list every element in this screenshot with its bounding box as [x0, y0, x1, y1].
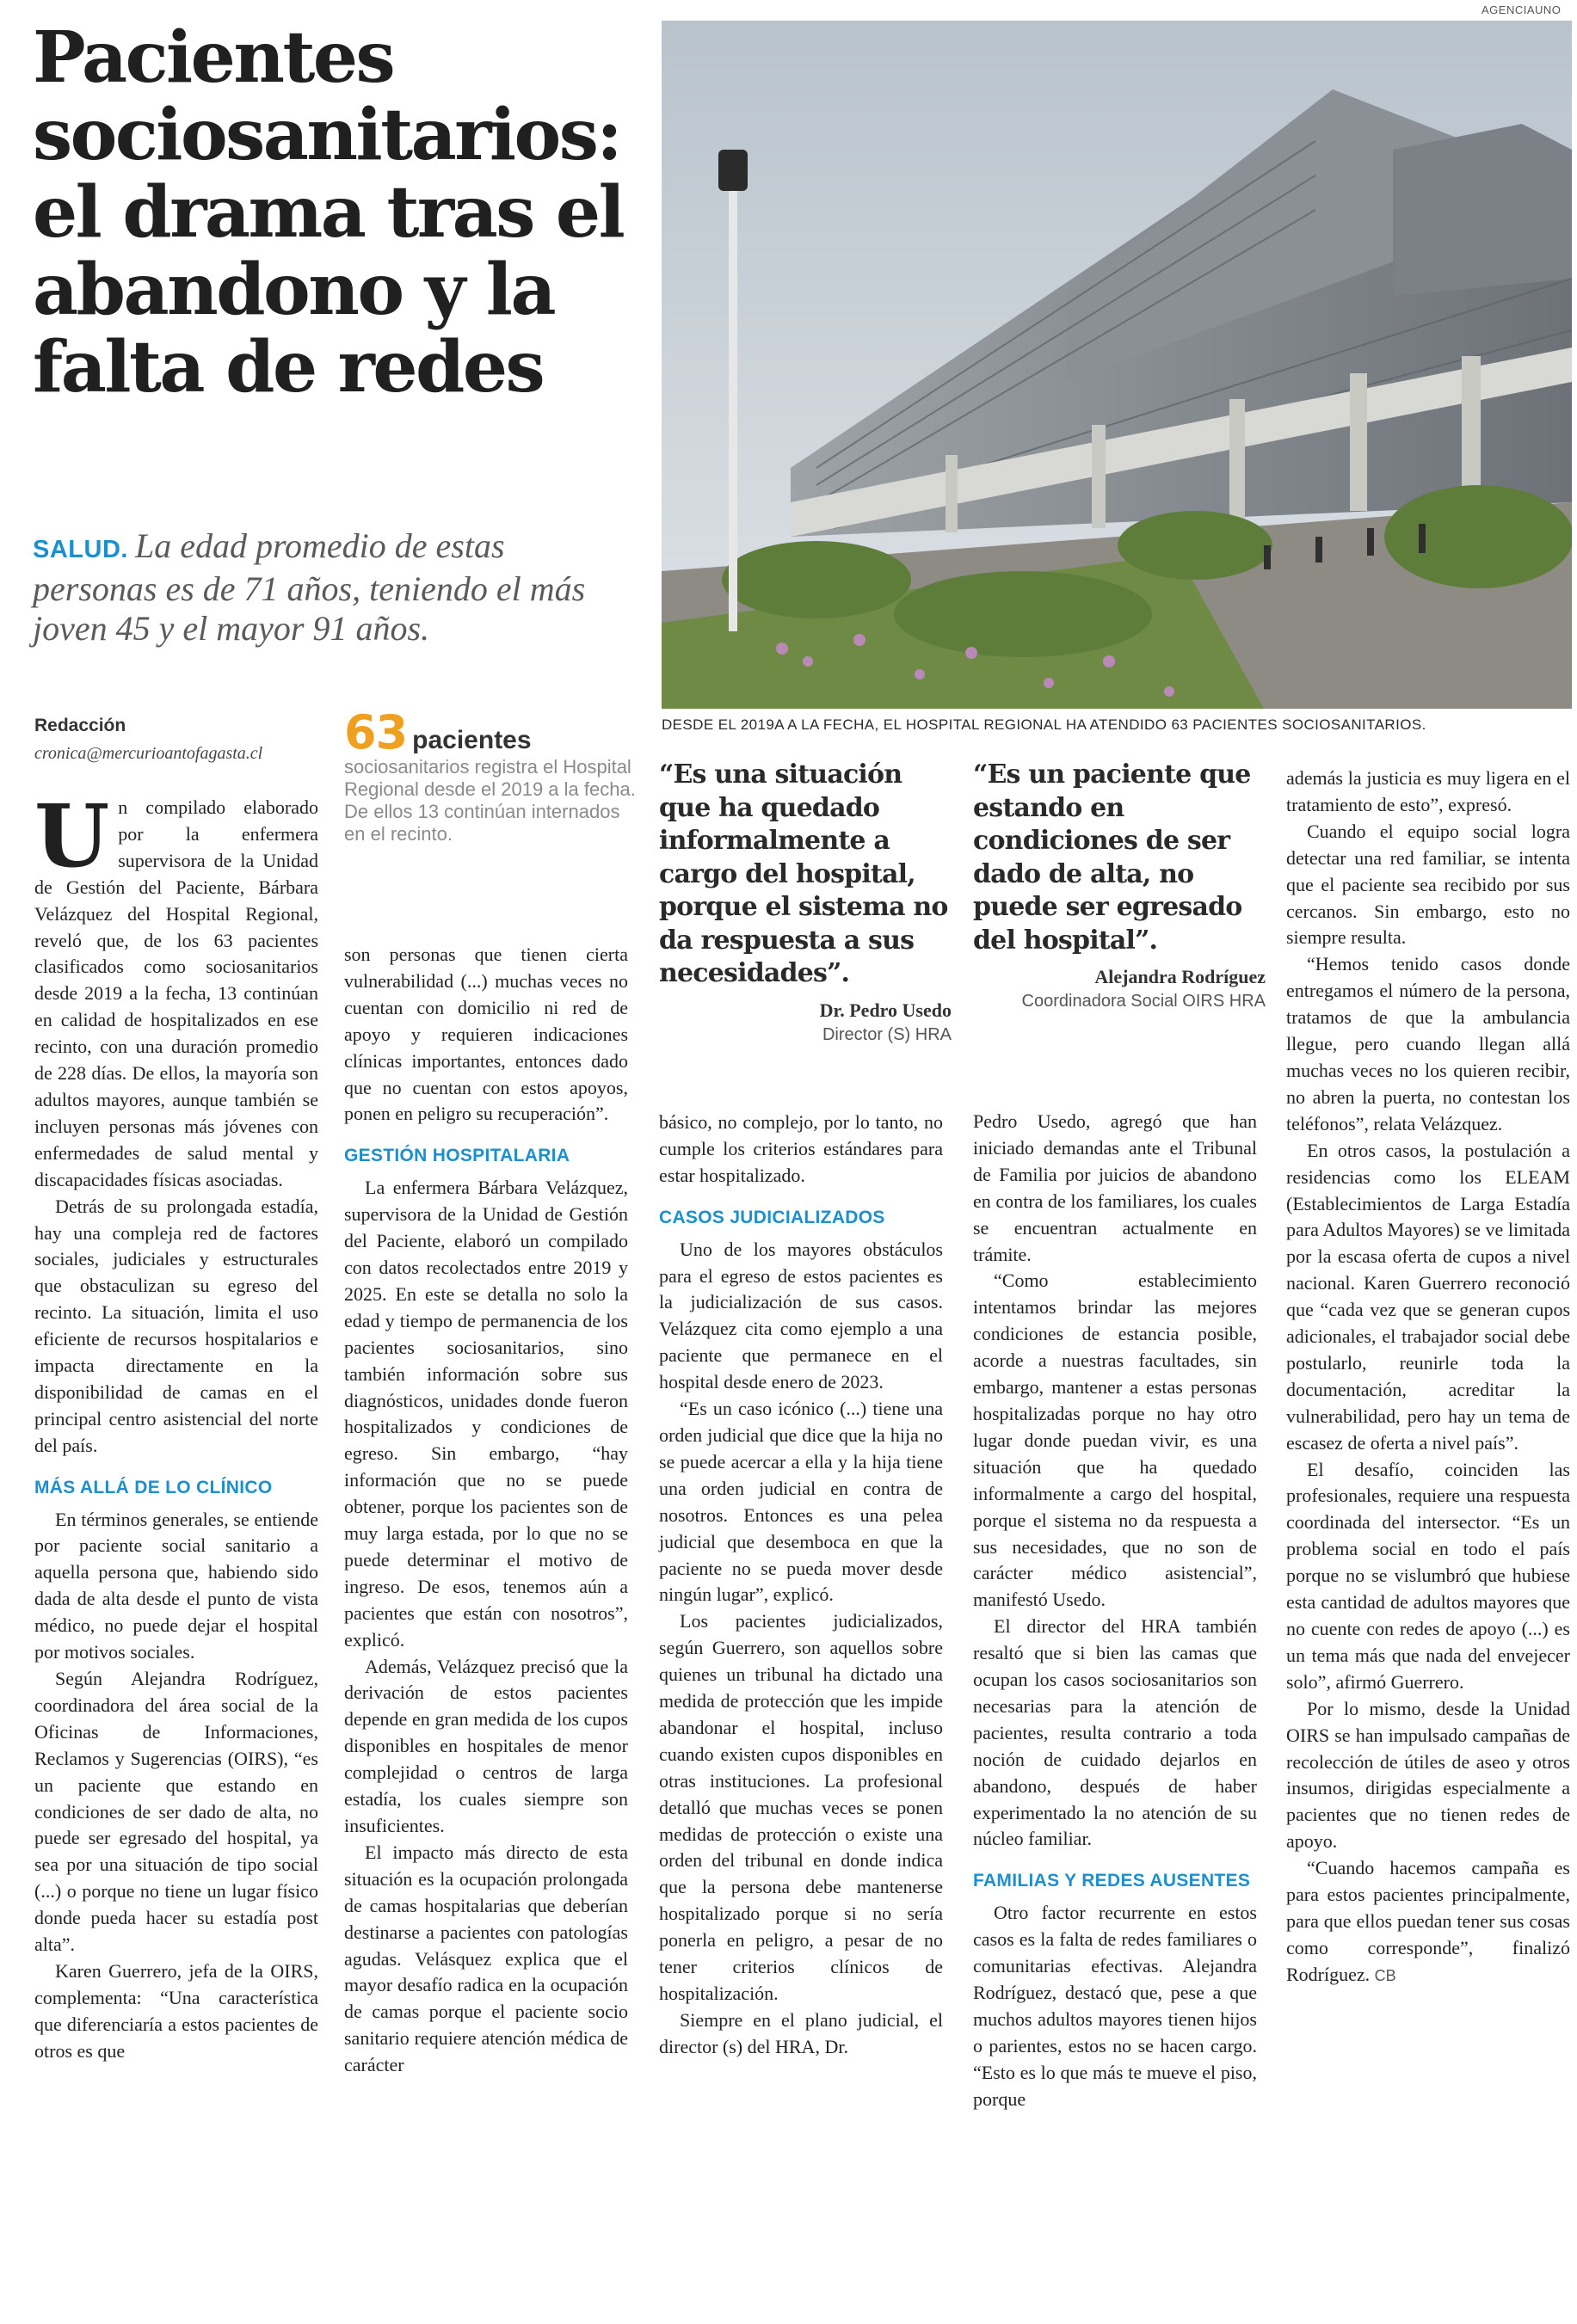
- stat-label: pacientes: [412, 726, 532, 754]
- paragraph: básico, no complejo, por lo tanto, no cumple los criterios estándares para estar hospitalizado.: [659, 1111, 943, 1186]
- headline: Pacientes sociosanitarios: el drama tras el abandono y la falta de redes: [33, 16, 624, 409]
- paragraph: El impacto más directo de esta situación es la ocupación prolongada de camas hospitalarias que deberían destinarse a pacientes con patologías agudas. Velásquez explica que el mayor desafío radica en la ocupación de camas porque el paciente socio sanitario requiere atención médica de carácter: [344, 1841, 628, 2076]
- quote-role: Director (S) HRA: [822, 1024, 952, 1044]
- paragraph: Karen Guerrero, jefa de la OIRS, complementa: “Una característica que diferenciaría a estos pacientes de otros es que: [34, 1959, 318, 2062]
- paragraph: Otro factor recurrente en estos casos es la falta de redes familiares o comunitarias efectivas. Alejandra Rodríguez, destacó que, pese a que muchos adultos mayores tienen hijos o parientes, estos no se hacen cargo. “Esto es lo que más te mueve el piso, porque: [973, 1902, 1257, 2110]
- drop-cap: U: [34, 785, 110, 887]
- photo-credit: AGENCIAUNO: [1482, 3, 1562, 16]
- stat-box: [344, 705, 637, 845]
- paragraph: El director del HRA también resaltó que si bien las camas que ocupan los casos sociosanitarios son necesarias para la atención de pacientes, resulta contrario a toda noción de cuidado dejarlos en abandono, después de haber experimentado la no atención de su núcleo familiar.: [973, 1615, 1257, 1850]
- body-column-4: [973, 1109, 1257, 2113]
- subhead-kicker: SALUD.: [33, 536, 128, 563]
- stat-number: 63: [344, 705, 408, 759]
- quote-name: Dr. Pedro Usedo: [819, 999, 952, 1021]
- end-mark: CB: [1374, 1966, 1396, 1984]
- paragraph: Según Alejandra Rodríguez, coordinadora del área social de la Oficinas de Informaciones, Reclamos y Sugerencias (OIRS), “es un paciente que estando en condiciones de ser dado de alta, no puede ser egresado del hospital, ya sea por una situación de tipo social (...) o porque no tiene un lugar físico donde pueda hacer su estadía post alta”.: [34, 1668, 318, 1956]
- body-column-2: [344, 942, 628, 2079]
- paragraph: En otros casos, la postulación a residencias como los ELEAM (Establecimientos de Larga Estadía para Adultos Mayores) se ve limitada por la escasa oferta de cupos a nivel nacional. Karen Guerrero reconoció que “cada vez que se generan cupos adicionales, el trabajador social debe postularlo, reunirle toda la documentación, acreditar la vulnerabilidad, pero hay un tema de escasez de oferta a nivel país”.: [1286, 1139, 1570, 1454]
- paragraph: Uno de los mayores obstáculos para el egreso de estos pacientes es la judicialización de sus casos. Velázquez cita como ejemplo a una paciente que permanece en el hospital desde enero de 2023.: [659, 1238, 943, 1393]
- pull-quote-usedo: [659, 759, 952, 1045]
- paragraph: La enfermera Bárbara Velázquez, supervisora de la Unidad de Gestión del Paciente, elaboró un compilado con datos recolectados entre 2019 y 2025. En este se detalla no solo la edad y tiempo de permanencia de los pacientes sociosanitarios, sino también información sobre sus diagnósticos, unidades donde fueron hospitalizados y condiciones de egreso. Sin embargo, “hay información que no se puede obtener, porque los pacientes son de muy larga estada, por lo que no se puede determinar el motivo de ingreso. De esos, tenemos aún a pacientes que están con nosotros”, explicó.: [344, 1177, 628, 1651]
- paragraph-text: n compilado elaborado por la enfermera supervisora de la Unidad de Gestión del Paciente, Bárbara Velázquez del Hospital Regional, reveló que, de los 63 pacientes clasificados como sociosanitarios desde 2019 a la fecha, 13 continúan en calidad de hospitalizados en ese recinto, con una duración promedio de 228 días. De ellos, la mayoría son adultos mayores, aunque también se incluyen personas más jóvenes con enfermedades de salud mental y discapacidades físicas asociadas.: [34, 796, 318, 1190]
- paragraph: Cuando el equipo social logra detectar una red familiar, se intenta que el paciente sea recibido por sus cercanos. Sin embargo, esto no siempre resulta.: [1286, 820, 1570, 949]
- quote-text: “Es un paciente que estando en condiciones de ser dado de alta, no puede ser egresado del hospital”.: [973, 759, 1251, 956]
- body-column-3: [659, 1110, 943, 2061]
- paragraph: además la justicia es muy ligera en el tratamiento de esto”, expresó.: [1286, 767, 1570, 815]
- paragraph: “Como establecimiento intentamos brindar las mejores condiciones de estancia posible, acorde a nuestras facultades, sin embargo, mantener a estas personas hospitalizadas porque no hay otro lugar donde puedan vivir, es una situación que ha quedado informalmente a cargo del hospital, porque el sistema no da respuesta a sus necesidades, que no son de carácter médico asistencial”, manifestó Usedo.: [973, 1270, 1257, 1611]
- quote-name: Alejandra Rodríguez: [1094, 966, 1266, 987]
- body-column-1: [34, 785, 318, 2065]
- paragraph-text: “Cuando hacemos campaña es para estos pacientes principalmente, para que ellos puedan tener sus cosas como corresponde”, finalizó Rodríguez.: [1286, 1857, 1570, 1985]
- paragraph: son personas que tienen cierta vulnerabilidad (...) muchas veces no cuentan con domicilio ni red de apoyo y requieren indicaciones clínicas importantes, entonces dado que no cuentan con estos apoyos, ponen en peligro su recuperación”.: [344, 944, 628, 1125]
- quote-text: “Es una situación que ha quedado informalmente a cargo del hospital, porque el sistema no da respuesta a sus necesidades”.: [659, 759, 948, 988]
- section-heading: MÁS ALLÁ DE LO CLÍNICO: [34, 1477, 273, 1497]
- paragraph: Detrás de su prolongada estadía, hay una compleja red de factores sociales, judiciales y estructurales que obstaculizan su egreso del recinto. La situación, limita el uso eficiente de recursos hospitalarios e impacta directamente en la disponibilidad de camas en el principal centro asistencial del norte del país.: [34, 1195, 318, 1456]
- subhead-text: La edad promedio de estas personas es de 71 años, teniendo el más joven 45 y el mayor 91 años.: [33, 526, 586, 648]
- paragraph: [34, 785, 318, 1194]
- hospital-building-image: [662, 21, 1572, 709]
- section-heading: GESTIÓN HOSPITALARIA: [344, 1146, 570, 1166]
- paragraph: Los pacientes judicializados, según Guerrero, son aquellos sobre quienes un tribunal ha dictado una medida de protección que les impide abandonar el hospital, incluso cuando existen cupos disponibles en otras instituciones. La profesional detalló que muchas veces se ponen medidas de protección o existe una orden del tribunal en donde indica que la persona debe mantenerse hospitalizado porque si no sería ponerla en peligro, a pesar de no tener criterios clínicos de hospitalización.: [659, 1610, 943, 2004]
- pull-quote-rodriguez: [973, 759, 1266, 1011]
- body-column-5: [1286, 765, 1570, 1989]
- paragraph: Siempre en el plano judicial, el director (s) del HRA, Dr.: [659, 2008, 943, 2057]
- section-heading: FAMILIAS Y REDES AUSENTES: [973, 1871, 1251, 1891]
- paragraph: “Es un caso icónico (...) tiene una orden judicial que dice que la hija no se puede acercar a ella y la hija tiene una orden judicial en contra de nosotros. Entonces es una pelea judicial que desemboca en que la paciente no se pueda mover desde ningún lugar”, explicó.: [659, 1398, 943, 1606]
- subhead: [33, 526, 635, 649]
- hospital-photo: [662, 21, 1572, 709]
- paragraph: En términos generales, se entiende por paciente social sanitario a aquella persona que, habiendo sido dada de alta desde el punto de vista médico, no puede dejar el hospital por motivos sociales.: [34, 1508, 318, 1663]
- section-heading: CASOS JUDICIALIZADOS: [659, 1207, 885, 1227]
- byline-author: Redacción: [34, 716, 126, 735]
- quote-role: Coordinadora Social OIRS HRA: [1021, 992, 1266, 1011]
- paragraph: “Hemos tenido casos donde entregamos el número de la persona, tratamos de que la ambulancia llegue, pero cuando llegan allá muchas veces no los quieren recibir, no abren la puerta, no contestan los teléfonos”, relata Velázquez.: [1286, 953, 1570, 1134]
- paragraph: Por lo mismo, desde la Unidad OIRS se han impulsado campañas de recolección de útiles de aseo y otros insumos, dirigidas especialmente a pacientes que no tienen redes de apoyo.: [1286, 1697, 1570, 1853]
- paragraph: El desafío, coinciden las profesionales, requiere una respuesta coordinada del intersector. “Es un problema social en todo el país porque no se vislumbró que hubiese esta cantidad de adultos mayores que no cuente con redes de apoyo (...) es un tema más que nada del envejecer solo”, afirmó Guerrero.: [1286, 1458, 1570, 1693]
- stat-text: sociosanitarios registra el Hospital Regional desde el 2019 a la fecha. De ellos 13 continúan internados en el recinto.: [344, 756, 636, 845]
- paragraph: Pedro Usedo, agregó que han iniciado demandas ante el Tribunal de Familia por juicios de abandono en contra de los familiares, los cuales se encuentran actualmente en trámite.: [973, 1110, 1257, 1265]
- byline-email: cronica@mercurioantofagasta.cl: [34, 744, 263, 763]
- paragraph: Además, Velázquez precisó que la derivación de estos pacientes depende en gran medida de los cupos disponibles en hospitales de menor complejidad o centros de larga estadía, los cuales siempre son insuficientes.: [344, 1655, 628, 1836]
- paragraph: [1286, 1855, 1570, 1989]
- photo-caption: DESDE EL 2019A A LA FECHA, EL HOSPITAL REGIONAL HA ATENDIDO 63 PACIENTES SOCIOSANITARIOS.: [662, 716, 1426, 733]
